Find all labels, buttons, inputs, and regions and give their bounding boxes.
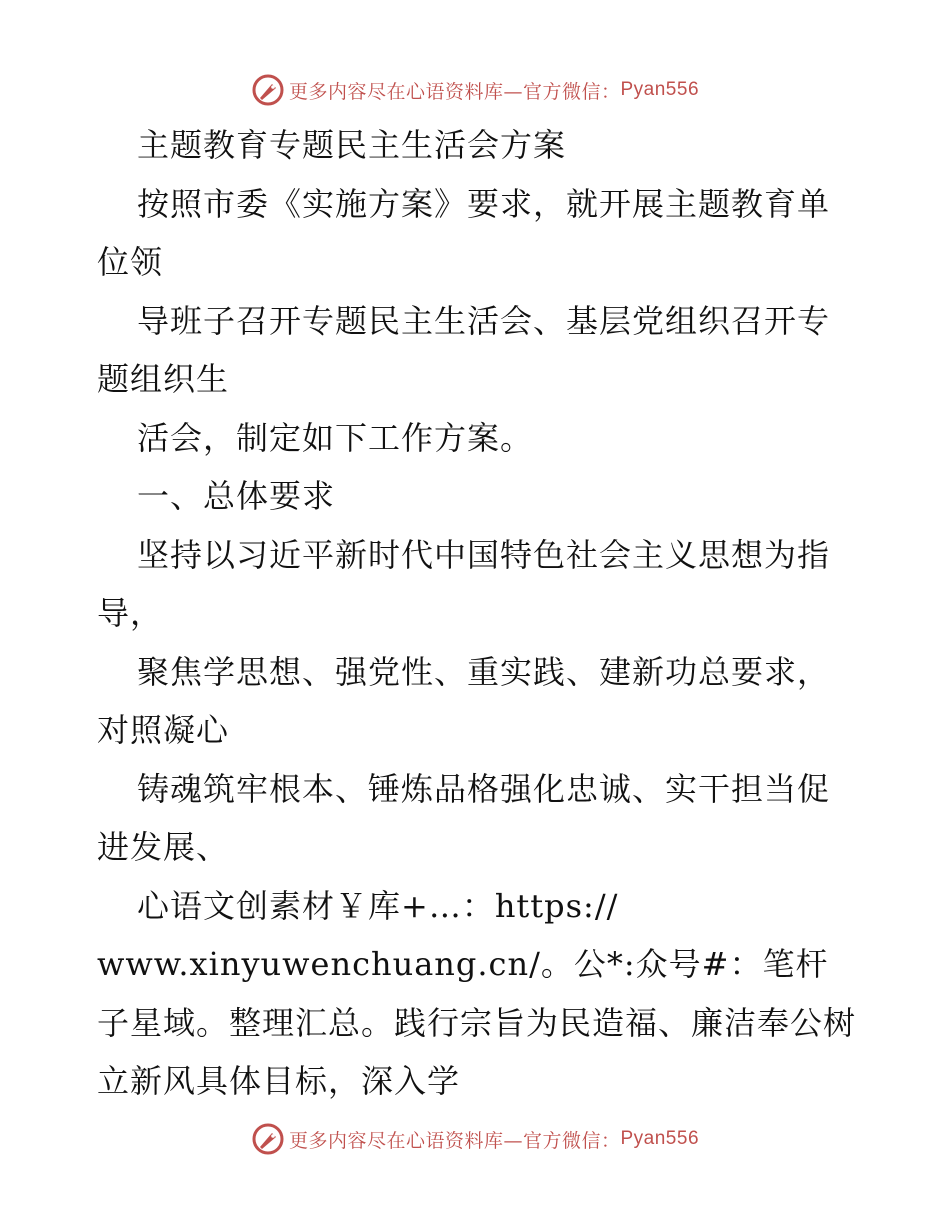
- paragraph: 铸魂筑牢根本、锤炼品格强化忠诚、实干担当促进发展、: [97, 769, 831, 866]
- pen-nib-circle-icon: [251, 1122, 285, 1156]
- footer-banner-handle: Pyan556: [620, 1128, 700, 1149]
- paragraph: 聚焦学思想、强党性、重实践、建新功总要求，对照凝心: [97, 652, 831, 749]
- header-banner[interactable]: [0, 70, 950, 110]
- pen-nib-circle-icon: [251, 73, 285, 107]
- section-heading: 一、总体要求: [137, 477, 336, 515]
- paragraph: 心语文创素材￥库+…：https://: [137, 886, 619, 925]
- paragraph: 按照市委《实施方案》要求，就开展主题教育单位领: [97, 184, 831, 281]
- paragraph: 活会，制定如下工作方案。: [137, 418, 534, 457]
- header-banner-text: 更多内容尽在心语资料库—官方微信：: [288, 80, 621, 103]
- footer-banner[interactable]: [0, 1119, 950, 1159]
- footer-banner-text: 更多内容尽在心语资料库—官方微信：: [288, 1129, 621, 1152]
- paragraph: 坚持以习近平新时代中国特色社会主义思想为指导，: [97, 535, 831, 632]
- document-title: 主题教育专题民主生活会方案: [137, 126, 567, 164]
- paragraph: 导班子召开专题民主生活会、基层党组织召开专题组织生: [97, 301, 831, 398]
- document-body: [97, 116, 857, 1111]
- header-banner-handle: Pyan556: [620, 79, 700, 100]
- paragraph: www.xinyuwenchuang.cn/。公*:众号#：笔杆子星域。整理汇总。践行宗旨为民造福、廉洁奉公树立新风具体目标，深入学: [97, 945, 857, 1100]
